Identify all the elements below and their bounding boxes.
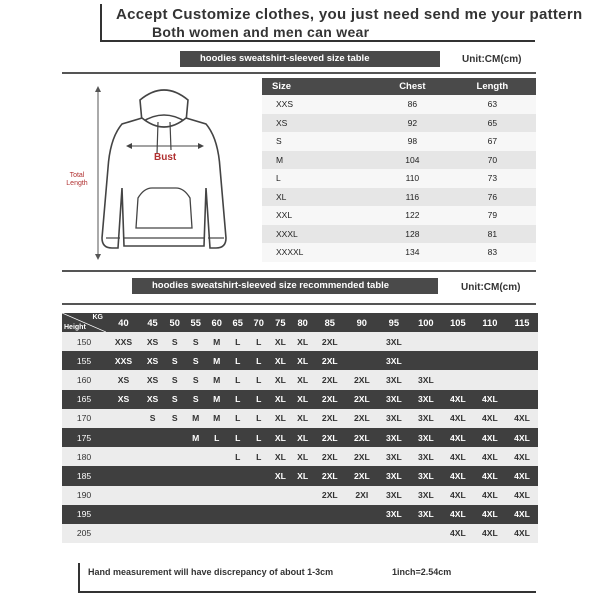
hoodie-drawing: [62, 78, 262, 268]
size-recommend-cell: [269, 524, 291, 543]
weight-header: 50: [164, 313, 185, 332]
length-cell: 76: [449, 188, 536, 207]
size-recommend-cell: M: [206, 332, 227, 351]
size-recommend-cell: S: [185, 370, 206, 389]
size-recommend-cell: 4XL: [506, 524, 538, 543]
size-recommend-cell: [346, 505, 378, 524]
size-recommend-cell: L: [227, 370, 248, 389]
size-recommend-cell: 4XL: [506, 505, 538, 524]
size-recommend-cell: [474, 351, 506, 370]
size-recommend-cell: 3XL: [410, 370, 442, 389]
size-recommend-cell: [248, 466, 269, 485]
chest-cell: 128: [376, 225, 449, 244]
recommended-table: [62, 313, 538, 543]
size-table-row: [262, 132, 536, 151]
size-recommend-cell: XS: [141, 351, 164, 370]
chest-cell: 116: [376, 188, 449, 207]
size-recommend-cell: 3XL: [410, 428, 442, 447]
size-recommend-cell: [106, 486, 141, 505]
size-recommend-cell: S: [185, 332, 206, 351]
size-recommend-cell: S: [164, 370, 185, 389]
size-recommend-cell: L: [248, 409, 269, 428]
size-recommend-cell: 3XL: [378, 351, 410, 370]
size-recommend-cell: L: [227, 428, 248, 447]
size-recommend-cell: [227, 524, 248, 543]
size-recommend-cell: L: [248, 447, 269, 466]
height-cell: 150: [62, 332, 106, 351]
size-recommend-cell: 4XL: [506, 466, 538, 485]
chest-cell: 134: [376, 243, 449, 262]
rec-table-unit: Unit:CM(cm): [461, 282, 521, 293]
size-recommend-cell: 2XL: [314, 370, 346, 389]
size-recommend-cell: 2XL: [314, 447, 346, 466]
size-recommend-cell: [185, 486, 206, 505]
size-recommend-cell: [269, 505, 291, 524]
size-recommend-cell: M: [206, 390, 227, 409]
size-recommend-cell: 4XL: [442, 524, 474, 543]
size-recommend-cell: 3XL: [378, 409, 410, 428]
size-recommend-cell: [248, 505, 269, 524]
height-cell: 160: [62, 370, 106, 389]
length-cell: 70: [449, 151, 536, 170]
size-table-title: hoodies sweatshirt-sleeved size table: [180, 51, 440, 67]
size-recommend-cell: M: [206, 409, 227, 428]
size-recommend-cell: 2XL: [346, 370, 378, 389]
recommend-row: [62, 332, 538, 351]
size-recommend-cell: 3XL: [378, 447, 410, 466]
corner-header: [62, 313, 106, 332]
size-recommend-cell: 2XL: [346, 409, 378, 428]
size-recommend-cell: 4XL: [442, 428, 474, 447]
size-recommend-cell: 4XL: [474, 486, 506, 505]
size-recommend-cell: XL: [269, 409, 291, 428]
recommend-row: [62, 351, 538, 370]
weight-header: 55: [185, 313, 206, 332]
size-recommend-cell: XS: [106, 390, 141, 409]
size-recommend-cell: 3XL: [410, 466, 442, 485]
size-recommend-cell: M: [185, 428, 206, 447]
size-recommend-cell: L: [248, 390, 269, 409]
size-recommend-cell: [185, 505, 206, 524]
top-banner: [100, 4, 583, 42]
length-col-header: Length: [449, 78, 536, 95]
size-recommend-cell: L: [227, 332, 248, 351]
size-recommend-cell: [474, 332, 506, 351]
bust-label: Bust: [154, 152, 177, 163]
size-recommend-cell: [185, 466, 206, 485]
chest-col-header: Chest: [376, 78, 449, 95]
length-cell: 67: [449, 132, 536, 151]
size-recommend-cell: 4XL: [474, 390, 506, 409]
size-recommend-cell: 3XL: [378, 486, 410, 505]
size-recommend-cell: [141, 447, 164, 466]
size-cell: M: [262, 151, 376, 170]
size-recommend-cell: [206, 505, 227, 524]
length-cell: 65: [449, 114, 536, 133]
size-recommend-cell: 3XL: [378, 370, 410, 389]
size-recommend-cell: [164, 524, 185, 543]
size-recommend-cell: XS: [141, 332, 164, 351]
size-table-unit: Unit:CM(cm): [462, 54, 522, 65]
size-recommend-cell: 2XL: [314, 390, 346, 409]
chest-cell: 122: [376, 206, 449, 225]
size-col-header: Size: [262, 78, 376, 95]
size-recommend-cell: 2XI: [346, 486, 378, 505]
size-recommend-cell: 4XL: [506, 409, 538, 428]
size-recommend-cell: [410, 524, 442, 543]
size-recommend-cell: M: [185, 409, 206, 428]
size-recommend-cell: [141, 524, 164, 543]
height-cell: 175: [62, 428, 106, 447]
height-cell: 165: [62, 390, 106, 409]
size-recommend-cell: [346, 332, 378, 351]
height-cell: 155: [62, 351, 106, 370]
weight-header: 105: [442, 313, 474, 332]
size-recommend-cell: [506, 332, 538, 351]
size-recommend-cell: XS: [141, 370, 164, 389]
size-recommend-cell: [206, 466, 227, 485]
size-recommend-cell: XL: [292, 390, 314, 409]
weight-header: 115: [506, 313, 538, 332]
weight-header: 45: [141, 313, 164, 332]
size-recommend-cell: [141, 428, 164, 447]
corner-height-label: Height: [64, 324, 86, 331]
size-recommend-cell: [164, 447, 185, 466]
recommend-row: [62, 370, 538, 389]
size-recommend-cell: [164, 486, 185, 505]
height-cell: 180: [62, 447, 106, 466]
recommend-row: [62, 486, 538, 505]
recommend-row: [62, 447, 538, 466]
size-recommend-cell: M: [206, 370, 227, 389]
size-recommend-cell: [314, 505, 346, 524]
size-recommend-cell: L: [248, 370, 269, 389]
weight-header: 90: [346, 313, 378, 332]
size-recommend-cell: XL: [292, 332, 314, 351]
size-recommend-cell: XS: [106, 370, 141, 389]
weight-header: 65: [227, 313, 248, 332]
size-recommend-cell: [314, 524, 346, 543]
size-recommend-cell: [106, 409, 141, 428]
size-recommend-cell: [346, 351, 378, 370]
weight-header: 75: [269, 313, 291, 332]
size-recommend-cell: 3XL: [378, 505, 410, 524]
size-recommend-cell: [106, 524, 141, 543]
divider-line: [62, 72, 536, 74]
size-recommend-cell: 3XL: [410, 409, 442, 428]
chest-cell: 110: [376, 169, 449, 188]
size-recommend-cell: XL: [292, 409, 314, 428]
size-recommend-cell: 2XL: [314, 466, 346, 485]
weight-header: 85: [314, 313, 346, 332]
divider-line-2: [62, 270, 536, 272]
chest-cell: 104: [376, 151, 449, 170]
size-recommend-cell: L: [248, 351, 269, 370]
height-cell: 205: [62, 524, 106, 543]
size-recommend-cell: [164, 466, 185, 485]
size-recommend-cell: L: [227, 390, 248, 409]
size-recommend-cell: [442, 370, 474, 389]
total-length-label-line1: Total: [69, 172, 85, 179]
recommend-row: [62, 428, 538, 447]
size-table-row: [262, 114, 536, 133]
size-recommend-cell: M: [206, 351, 227, 370]
weight-header: 110: [474, 313, 506, 332]
size-table-row: [262, 169, 536, 188]
size-recommend-cell: 3XL: [378, 390, 410, 409]
recommend-row: [62, 505, 538, 524]
size-recommend-cell: L: [227, 409, 248, 428]
size-recommend-cell: 3XL: [410, 390, 442, 409]
size-cell: XXXXL: [262, 243, 376, 262]
hoodie-illustration: [62, 78, 262, 268]
size-recommend-cell: [185, 524, 206, 543]
size-recommend-cell: [346, 524, 378, 543]
size-recommend-cell: [442, 332, 474, 351]
height-cell: 185: [62, 466, 106, 485]
size-recommend-cell: 3XL: [410, 447, 442, 466]
size-recommend-cell: XXS: [106, 332, 141, 351]
size-recommend-cell: S: [141, 409, 164, 428]
size-recommend-cell: 4XL: [442, 486, 474, 505]
total-length-label: [62, 172, 92, 188]
size-recommend-cell: [141, 486, 164, 505]
recommend-row: [62, 466, 538, 485]
size-recommend-cell: L: [227, 351, 248, 370]
size-recommend-cell: [378, 524, 410, 543]
size-recommend-cell: [141, 466, 164, 485]
recommend-row: [62, 524, 538, 543]
size-recommend-cell: 2XL: [314, 409, 346, 428]
size-recommend-cell: 3XL: [410, 505, 442, 524]
size-recommend-cell: XL: [269, 332, 291, 351]
chest-cell: 92: [376, 114, 449, 133]
size-recommend-cell: [269, 486, 291, 505]
size-recommend-cell: [141, 505, 164, 524]
inch-conversion: 1inch=2.54cm: [392, 567, 452, 577]
size-recommend-cell: 2XL: [314, 428, 346, 447]
size-recommend-cell: [106, 428, 141, 447]
length-cell: 83: [449, 243, 536, 262]
size-recommend-cell: [410, 351, 442, 370]
size-recommend-cell: 3XL: [410, 486, 442, 505]
size-recommend-cell: 4XL: [474, 447, 506, 466]
size-recommend-cell: [292, 486, 314, 505]
rec-header-row: [62, 313, 538, 332]
size-recommend-cell: [106, 447, 141, 466]
size-recommend-cell: [164, 505, 185, 524]
size-recommend-cell: 4XL: [474, 428, 506, 447]
size-recommend-cell: XL: [269, 351, 291, 370]
size-recommend-cell: [474, 370, 506, 389]
size-recommend-cell: [227, 486, 248, 505]
recommend-row: [62, 409, 538, 428]
size-table-header-row: [262, 78, 536, 95]
size-recommend-cell: L: [248, 332, 269, 351]
size-recommend-cell: S: [185, 390, 206, 409]
length-cell: 73: [449, 169, 536, 188]
size-recommend-cell: L: [227, 447, 248, 466]
size-cell: XXXL: [262, 225, 376, 244]
size-recommend-cell: 4XL: [474, 505, 506, 524]
size-recommend-cell: XL: [269, 466, 291, 485]
size-recommend-cell: [292, 524, 314, 543]
size-recommend-cell: L: [206, 428, 227, 447]
size-recommend-cell: [185, 447, 206, 466]
weight-header: 80: [292, 313, 314, 332]
size-recommend-cell: [506, 370, 538, 389]
size-recommend-cell: XL: [269, 370, 291, 389]
size-recommend-cell: 4XL: [474, 524, 506, 543]
height-cell: 190: [62, 486, 106, 505]
size-recommend-cell: [506, 390, 538, 409]
corner-kg-label: KG: [92, 314, 103, 321]
size-cell: XXL: [262, 206, 376, 225]
header-line-1: Accept Customize clothes, you just need send me your pattern: [116, 6, 583, 23]
size-recommend-cell: 2XL: [314, 351, 346, 370]
size-recommend-cell: XL: [292, 351, 314, 370]
divider-line-3: [62, 303, 536, 305]
size-recommend-cell: [206, 524, 227, 543]
size-recommend-cell: XL: [269, 428, 291, 447]
size-recommend-cell: [248, 524, 269, 543]
size-recommend-cell: 3XL: [378, 466, 410, 485]
size-recommend-cell: 4XL: [442, 505, 474, 524]
chest-cell: 86: [376, 95, 449, 114]
size-recommend-cell: XL: [292, 370, 314, 389]
length-cell: 81: [449, 225, 536, 244]
size-table-row: [262, 188, 536, 207]
size-recommend-cell: XL: [269, 390, 291, 409]
size-recommend-cell: [206, 486, 227, 505]
size-recommend-cell: 2XL: [346, 428, 378, 447]
size-recommend-cell: XXS: [106, 351, 141, 370]
size-recommend-cell: XS: [141, 390, 164, 409]
size-table-row: [262, 151, 536, 170]
size-recommend-cell: 4XL: [474, 409, 506, 428]
size-recommend-cell: S: [164, 351, 185, 370]
size-recommend-cell: 2XL: [314, 486, 346, 505]
size-recommend-cell: 2XL: [346, 466, 378, 485]
size-recommend-cell: S: [185, 351, 206, 370]
size-recommend-cell: [227, 505, 248, 524]
size-table-row: [262, 95, 536, 114]
size-recommend-cell: XL: [269, 447, 291, 466]
size-table-row: [262, 243, 536, 262]
size-recommend-cell: [106, 466, 141, 485]
discrepancy-note: Hand measurement will have discrepancy of about 1-3cm: [88, 567, 334, 577]
size-recommend-cell: [206, 447, 227, 466]
size-recommend-cell: 2XL: [314, 332, 346, 351]
rec-table-title: hoodies sweatshirt-sleeved size recommended table: [132, 278, 438, 294]
chest-cell: 98: [376, 132, 449, 151]
height-cell: 170: [62, 409, 106, 428]
size-recommend-cell: [442, 351, 474, 370]
footer-note-box: [78, 563, 536, 593]
size-recommend-cell: S: [164, 409, 185, 428]
size-recommend-cell: 4XL: [506, 428, 538, 447]
size-recommend-cell: 4XL: [506, 486, 538, 505]
size-recommend-cell: [227, 466, 248, 485]
size-recommend-cell: S: [164, 390, 185, 409]
size-table: [262, 78, 536, 262]
size-recommend-cell: 2XL: [346, 390, 378, 409]
size-recommend-cell: 2XL: [346, 447, 378, 466]
size-recommend-cell: 4XL: [442, 390, 474, 409]
total-length-label-line2: Length: [66, 180, 88, 187]
size-recommend-cell: 3XL: [378, 428, 410, 447]
size-recommend-cell: XL: [292, 447, 314, 466]
size-table-row: [262, 225, 536, 244]
size-recommend-cell: [506, 351, 538, 370]
size-recommend-cell: [410, 332, 442, 351]
size-recommend-cell: 4XL: [474, 466, 506, 485]
size-cell: XXS: [262, 95, 376, 114]
size-cell: S: [262, 132, 376, 151]
size-recommend-cell: [106, 505, 141, 524]
size-cell: XS: [262, 114, 376, 133]
size-recommend-cell: 3XL: [378, 332, 410, 351]
length-cell: 63: [449, 95, 536, 114]
size-recommend-cell: XL: [292, 466, 314, 485]
size-recommend-cell: L: [248, 428, 269, 447]
size-cell: L: [262, 169, 376, 188]
size-recommend-cell: XL: [292, 428, 314, 447]
size-recommend-cell: [292, 505, 314, 524]
weight-header: 70: [248, 313, 269, 332]
size-recommend-cell: 4XL: [442, 466, 474, 485]
recommend-row: [62, 390, 538, 409]
size-recommend-cell: 4XL: [442, 447, 474, 466]
size-recommend-cell: [164, 428, 185, 447]
recommended-table-wrap: [62, 313, 538, 543]
size-recommend-cell: [248, 486, 269, 505]
size-recommend-cell: 4XL: [506, 447, 538, 466]
header-line-2: Both women and men can wear: [152, 24, 370, 40]
size-table-row: [262, 206, 536, 225]
size-recommend-cell: 4XL: [442, 409, 474, 428]
weight-header: 40: [106, 313, 141, 332]
length-cell: 79: [449, 206, 536, 225]
weight-header: 60: [206, 313, 227, 332]
weight-header: 95: [378, 313, 410, 332]
height-cell: 195: [62, 505, 106, 524]
size-recommend-cell: S: [164, 332, 185, 351]
weight-header: 100: [410, 313, 442, 332]
size-cell: XL: [262, 188, 376, 207]
